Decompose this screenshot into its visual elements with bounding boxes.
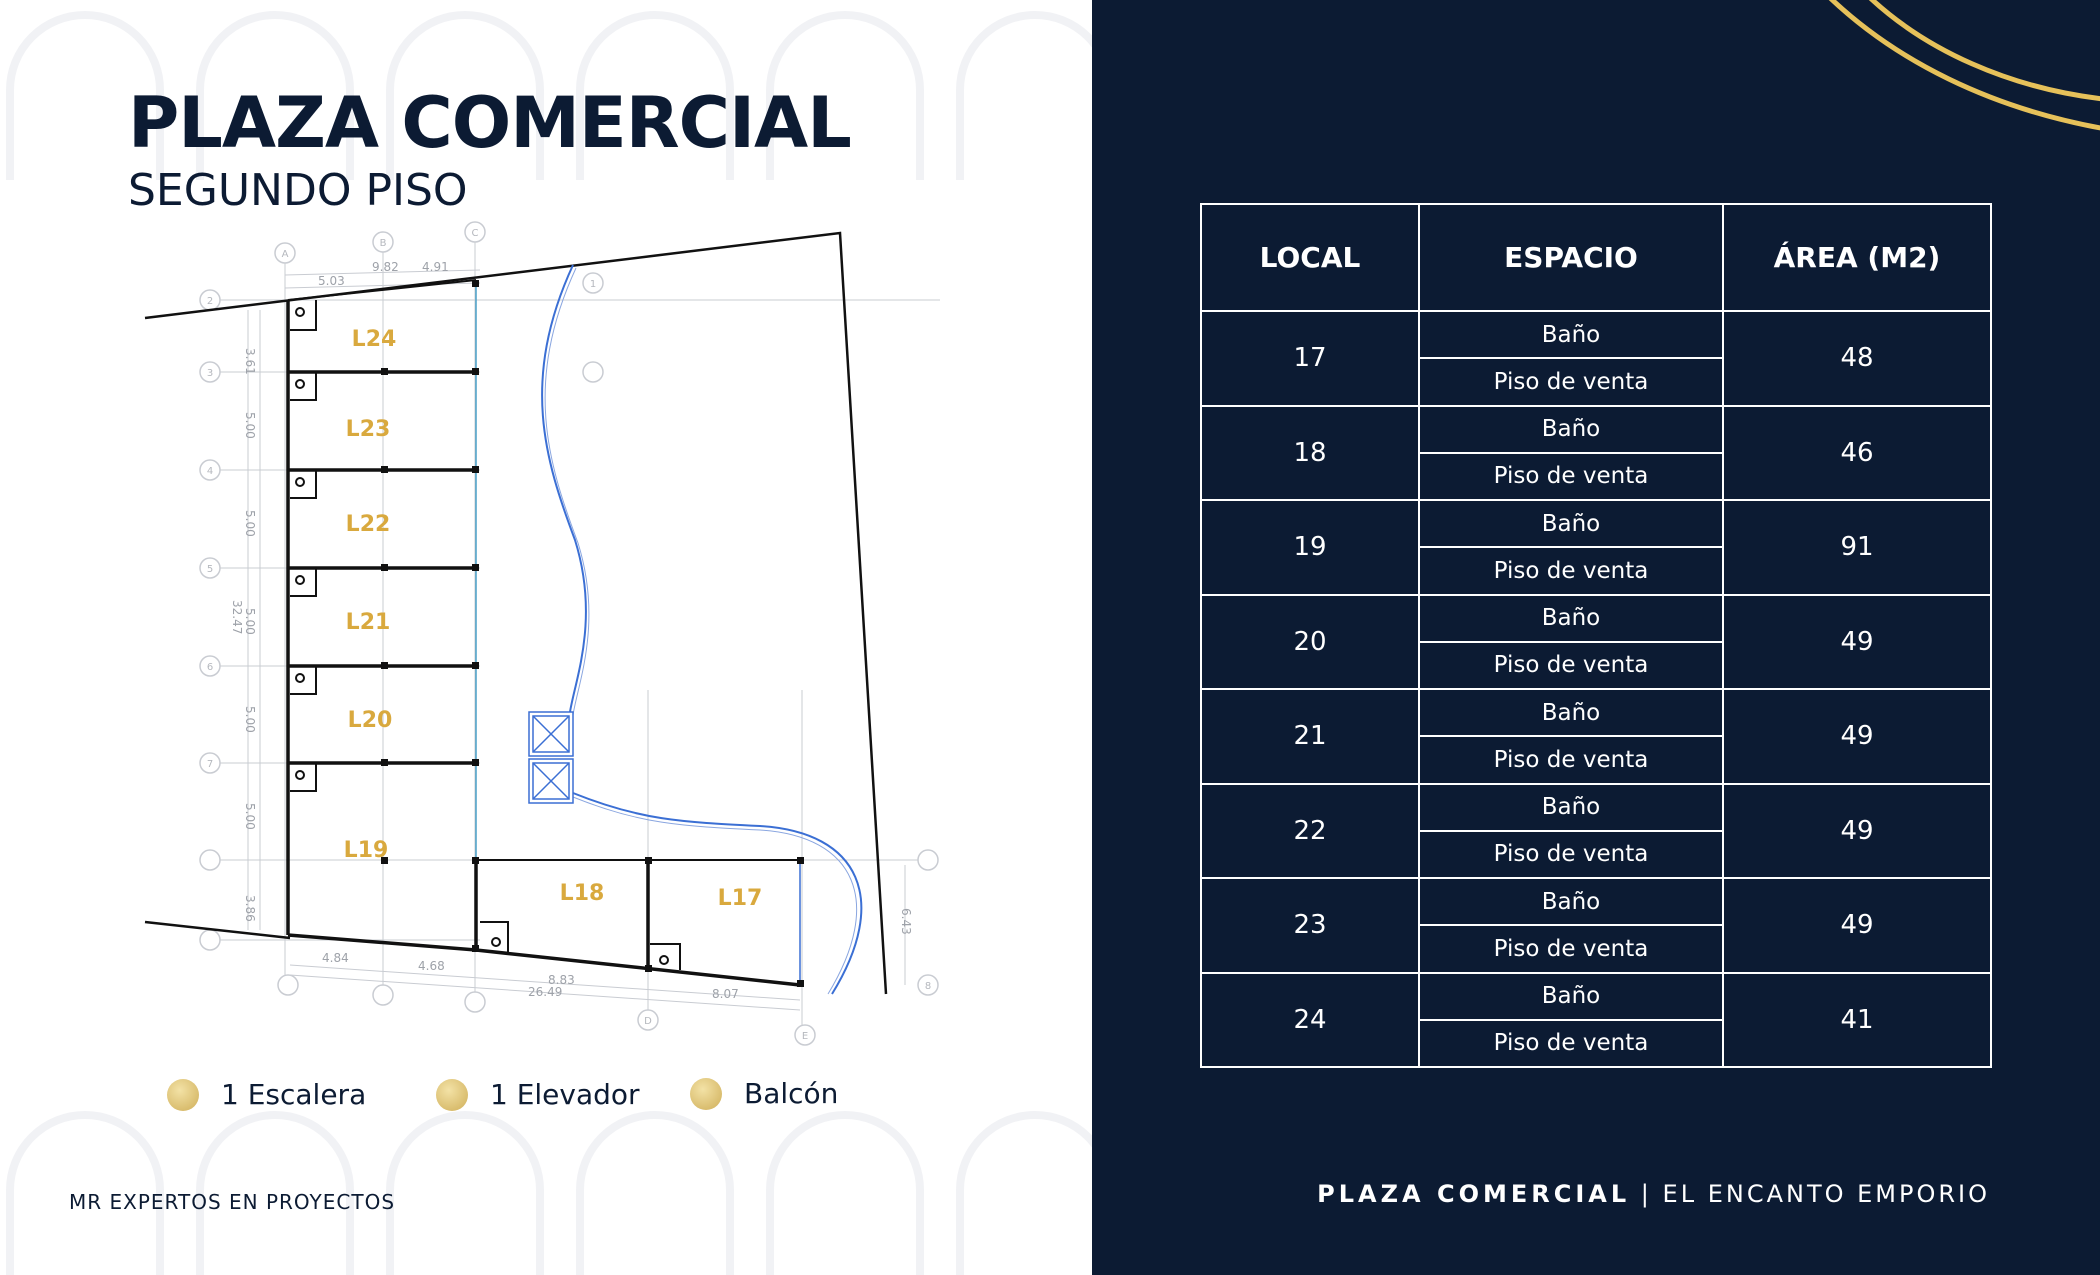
cell-espacio: Piso de venta (1419, 358, 1723, 405)
table-row (1201, 311, 1991, 358)
cell-espacio: Baño (1419, 878, 1723, 925)
legend-label: Balcón (744, 1077, 839, 1110)
axis-labels (207, 228, 931, 1042)
gold-dot-icon (690, 1078, 722, 1110)
axis-label-a: A (281, 249, 289, 260)
legend-balcony (690, 1077, 838, 1110)
axis-label-c: C (471, 228, 479, 239)
table-row (1201, 406, 1991, 453)
table-row (1201, 500, 1991, 547)
page-title: PLAZA COMERCIAL (128, 82, 851, 164)
table-row (1201, 689, 1991, 736)
bathroom-fixtures (290, 300, 680, 970)
areas-table (1200, 203, 1992, 1068)
cell-area: 41 (1723, 973, 1991, 1068)
cell-espacio: Baño (1419, 784, 1723, 831)
axis-label-6: 6 (206, 662, 214, 673)
walkway-lines (476, 265, 861, 994)
gold-dot-icon (167, 1079, 199, 1111)
cell-espacio: Piso de venta (1419, 925, 1723, 972)
cell-espacio: Piso de venta (1419, 831, 1723, 878)
cell-local: 17 (1201, 311, 1419, 406)
footer-brand-light: EL ENCANTO EMPORIO (1662, 1180, 1990, 1208)
footer-separator: | (1640, 1180, 1652, 1208)
dim-bottom-1: 4.84 (322, 951, 349, 965)
dim-left-5: 5.00 (243, 706, 257, 733)
axis-label-e: E (801, 1031, 809, 1042)
floor-plan (0, 0, 1092, 1060)
cell-espacio: Baño (1419, 689, 1723, 736)
page-subtitle: SEGUNDO PISO (128, 165, 468, 216)
elevator-shaft (529, 712, 573, 803)
axis-label-8: 8 (924, 981, 932, 992)
cell-espacio: Baño (1419, 406, 1723, 453)
unit-labels (344, 327, 763, 911)
dim-left-7: 3.86 (243, 895, 257, 922)
dim-bottom-5: 8.07 (712, 987, 739, 1001)
cell-area: 49 (1723, 784, 1991, 879)
unit-label-l22: L22 (345, 512, 391, 537)
dim-bottom-2: 4.68 (418, 959, 445, 973)
col-header-espacio: ESPACIO (1419, 204, 1723, 311)
cell-area: 48 (1723, 311, 1991, 406)
cell-espacio: Piso de venta (1419, 453, 1723, 500)
table-row (1201, 973, 1991, 1020)
cell-local: 20 (1201, 595, 1419, 690)
axis-label-1: 1 (589, 279, 597, 290)
cell-area: 49 (1723, 689, 1991, 784)
gold-dot-icon (436, 1079, 468, 1111)
axis-label-d: D (644, 1016, 652, 1027)
plan-grid-lines (215, 240, 940, 1035)
cell-area: 46 (1723, 406, 1991, 501)
dim-left-1: 3.61 (243, 348, 257, 375)
unit-label-l18: L18 (559, 881, 605, 906)
legend-stairs (167, 1078, 366, 1111)
cell-local: 19 (1201, 500, 1419, 595)
table-row (1201, 878, 1991, 925)
legend-label: 1 Escalera (221, 1078, 367, 1111)
axis-label-7: 7 (206, 759, 214, 770)
table-header-row (1201, 204, 1991, 311)
dim-left-3: 5.00 (243, 510, 257, 537)
cell-espacio: Baño (1419, 500, 1723, 547)
cell-espacio: Baño (1419, 973, 1723, 1020)
company-name: MR EXPERTOS EN PROYECTOS (69, 1190, 396, 1214)
cell-espacio: Piso de venta (1419, 642, 1723, 689)
cell-espacio: Piso de venta (1419, 1020, 1723, 1067)
col-header-area: ÁREA (M2) (1723, 204, 1991, 311)
dim-left-total: 32.47 (230, 600, 244, 635)
dim-left-2: 5.00 (243, 412, 257, 439)
cell-espacio: Piso de venta (1419, 547, 1723, 594)
axis-label-b: B (379, 238, 387, 249)
right-panel (1092, 0, 2100, 1275)
table-row (1201, 595, 1991, 642)
unit-label-l19: L19 (343, 838, 389, 863)
axis-bubbles (200, 222, 938, 1045)
table-row (1201, 784, 1991, 831)
dim-top-3: 4.91 (422, 260, 449, 274)
unit-label-l24: L24 (351, 327, 397, 352)
cell-espacio: Baño (1419, 595, 1723, 642)
cell-area: 91 (1723, 500, 1991, 595)
dim-top-1: 5.03 (318, 274, 345, 288)
axis-label-5: 5 (206, 564, 214, 575)
legend-elevator (436, 1078, 640, 1111)
unit-label-l21: L21 (345, 610, 391, 635)
footer-brand-bold: PLAZA COMERCIAL (1317, 1180, 1631, 1208)
cell-local: 23 (1201, 878, 1419, 973)
unit-label-l17: L17 (717, 886, 763, 911)
unit-label-l23: L23 (345, 417, 391, 442)
cell-espacio: Piso de venta (1419, 736, 1723, 783)
table-body (1201, 311, 1991, 1067)
dim-bottom-3: 8.83 (548, 973, 575, 987)
cell-local: 21 (1201, 689, 1419, 784)
dim-left-6: 5.00 (243, 803, 257, 830)
axis-label-2: 2 (206, 296, 214, 307)
legend-label: 1 Elevador (490, 1078, 640, 1111)
dim-left-4: 5.00 (243, 608, 257, 635)
dim-top-2: 9.82 (372, 260, 399, 274)
cell-local: 24 (1201, 973, 1419, 1068)
footer-brand (1317, 1180, 1990, 1208)
cell-local: 22 (1201, 784, 1419, 879)
cell-espacio: Baño (1419, 311, 1723, 358)
dim-bottom-total: 26.49 (528, 985, 563, 999)
unit-label-l20: L20 (347, 708, 393, 733)
cell-area: 49 (1723, 595, 1991, 690)
dim-right-1: 6.43 (899, 908, 913, 935)
axis-label-3: 3 (206, 368, 214, 379)
cell-area: 49 (1723, 878, 1991, 973)
cell-local: 18 (1201, 406, 1419, 501)
axis-label-4: 4 (206, 466, 214, 477)
col-header-local: LOCAL (1201, 204, 1419, 311)
